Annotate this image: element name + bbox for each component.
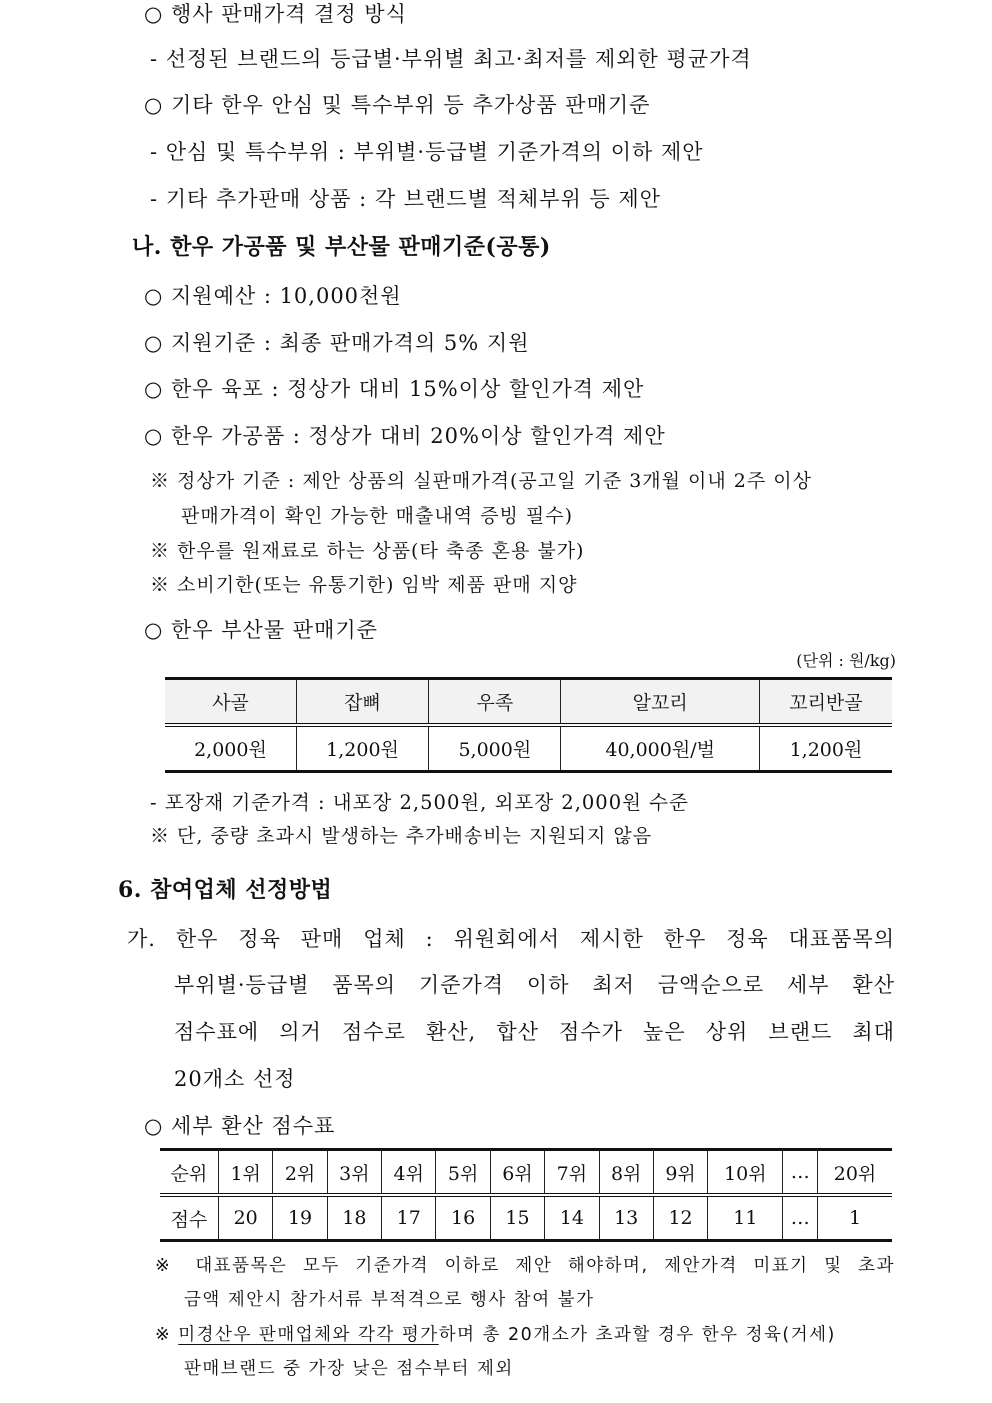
score-conversion-table	[160, 1148, 892, 1242]
note-shipping: ※ 단, 중량 초과시 발생하는 추가배송비는 지원되지 않음	[150, 825, 653, 847]
bullet-additional-products: ○ 기타 한우 안심 및 특수부위 등 추가상품 판매기준	[144, 93, 651, 117]
bullet-budget: ○ 지원예산 : 10,000천원	[144, 284, 402, 308]
rank-cell: 7위	[545, 1150, 599, 1196]
dash-tenderloin-special: - 안심 및 특수부위 : 부위별·등급별 기준가격의 이하 제안	[150, 140, 704, 164]
bullet-price-method: ○ 행사 판매가격 결정 방식	[144, 2, 407, 26]
bullet-jerky: ○ 한우 육포 : 정상가 대비 15%이상 할인가격 제안	[144, 377, 645, 401]
note-expiry: ※ 소비기한(또는 유통기한) 임박 제품 판매 지양	[150, 574, 578, 596]
table-row	[165, 725, 892, 772]
header-cell: 알꼬리	[561, 679, 759, 726]
header-cell: 우족	[429, 679, 561, 726]
rank-label-cell: 순위	[160, 1150, 219, 1196]
score-cell: 15	[490, 1195, 544, 1241]
note-regular-price-cont: 판매가격이 확인 가능한 매출내역 증빙 필수)	[181, 505, 573, 527]
rank-cell: 5위	[436, 1150, 490, 1196]
rank-cell: 4위	[382, 1150, 436, 1196]
rank-cell: …	[783, 1150, 818, 1196]
score-label-cell: 점수	[160, 1195, 219, 1241]
dash-other-products: - 기타 추가판매 상품 : 각 브랜드별 적체부위 등 제안	[150, 187, 661, 211]
bullet-processed: ○ 한우 가공품 : 정상가 대비 20%이상 할인가격 제안	[144, 424, 666, 448]
item-ga-line-3: 점수표에 의거 점수로 환산, 합산 점수가 높은 상위 브랜드 최대	[174, 1020, 895, 1044]
score-cell: 12	[653, 1195, 707, 1241]
header-cell: 사골	[165, 679, 296, 726]
note-representative-items: ※ 대표품목은 모두 기준가격 이하로 제안 해야하며, 제안가격 미표기 및 초과	[155, 1256, 895, 1276]
rank-cell: 2위	[273, 1150, 327, 1196]
value-cell: 40,000원/벌	[561, 725, 759, 772]
rank-cell: 3위	[327, 1150, 381, 1196]
note-underlined-text: 미경산우 판매업체와 각각 평가	[178, 1325, 439, 1345]
score-cell: 18	[327, 1195, 381, 1241]
item-ga-line-4: 20개소 선정	[174, 1067, 296, 1091]
score-cell: 16	[436, 1195, 490, 1241]
header-cell: 잡뼈	[296, 679, 428, 726]
rank-cell: 6위	[490, 1150, 544, 1196]
note-mark: ※	[155, 1325, 179, 1345]
note-rest-text: 하며 총 20개소가 초과할 경우 한우 정육(거세)	[438, 1325, 836, 1345]
note-evaluation	[155, 1321, 895, 1349]
score-cell: 17	[382, 1195, 436, 1241]
score-cell: 11	[708, 1195, 783, 1241]
score-row	[160, 1195, 892, 1241]
rank-cell: 1위	[219, 1150, 273, 1196]
note-regular-price: ※ 정상가 기준 : 제안 상품의 실판매가격(공고일 기준 3개월 이내 2주 이상	[150, 470, 812, 492]
table-header-row	[165, 679, 892, 726]
dash-packaging-price: - 포장재 기준가격 : 내포장 2,500원, 외포장 2,000원 수준	[150, 791, 689, 814]
score-cell: 20	[219, 1195, 273, 1241]
rank-row	[160, 1150, 892, 1196]
rank-cell: 8위	[599, 1150, 653, 1196]
item-ga-line-2: 부위별·등급별 품목의 기준가격 이하 최저 금액순으로 세부 환산	[174, 973, 895, 997]
rank-cell: 10위	[708, 1150, 783, 1196]
bullet-score-table-title: ○ 세부 환산 점수표	[144, 1114, 336, 1138]
note-evaluation-cont: 판매브랜드 중 가장 낮은 점수부터 제외	[184, 1359, 514, 1379]
section-heading-na: 나. 한우 가공품 및 부산물 판매기준(공통)	[132, 234, 551, 260]
value-cell: 5,000원	[429, 725, 561, 772]
unit-label: (단위 : 원/kg)	[796, 651, 896, 670]
value-cell: 1,200원	[759, 725, 892, 772]
score-cell: 13	[599, 1195, 653, 1241]
score-cell: 1	[818, 1195, 892, 1241]
header-cell: 꼬리반골	[759, 679, 892, 726]
value-cell: 2,000원	[165, 725, 296, 772]
note-representative-items-cont: 금액 제안시 참가서류 부적격으로 행사 참여 불가	[184, 1290, 595, 1310]
item-ga-line-1: 가. 한우 정육 판매 업체 : 위원회에서 제시한 한우 정육 대표품목의	[127, 927, 895, 951]
rank-cell: 9위	[653, 1150, 707, 1196]
section-heading-6: 6. 참여업체 선정방법	[118, 877, 333, 903]
score-cell: …	[783, 1195, 818, 1241]
value-cell: 1,200원	[296, 725, 428, 772]
bullet-byproduct-title: ○ 한우 부산물 판매기준	[144, 618, 378, 642]
score-cell: 19	[273, 1195, 327, 1241]
bullet-support-criteria: ○ 지원기준 : 최종 판매가격의 5% 지원	[144, 331, 530, 355]
rank-cell: 20위	[818, 1150, 892, 1196]
byproduct-price-table	[165, 677, 892, 773]
note-raw-material: ※ 한우를 원재료로 하는 상품(타 축종 혼용 불가)	[150, 540, 585, 562]
dash-average-price: - 선정된 브랜드의 등급별·부위별 최고·최저를 제외한 평균가격	[150, 47, 752, 71]
score-cell: 14	[545, 1195, 599, 1241]
